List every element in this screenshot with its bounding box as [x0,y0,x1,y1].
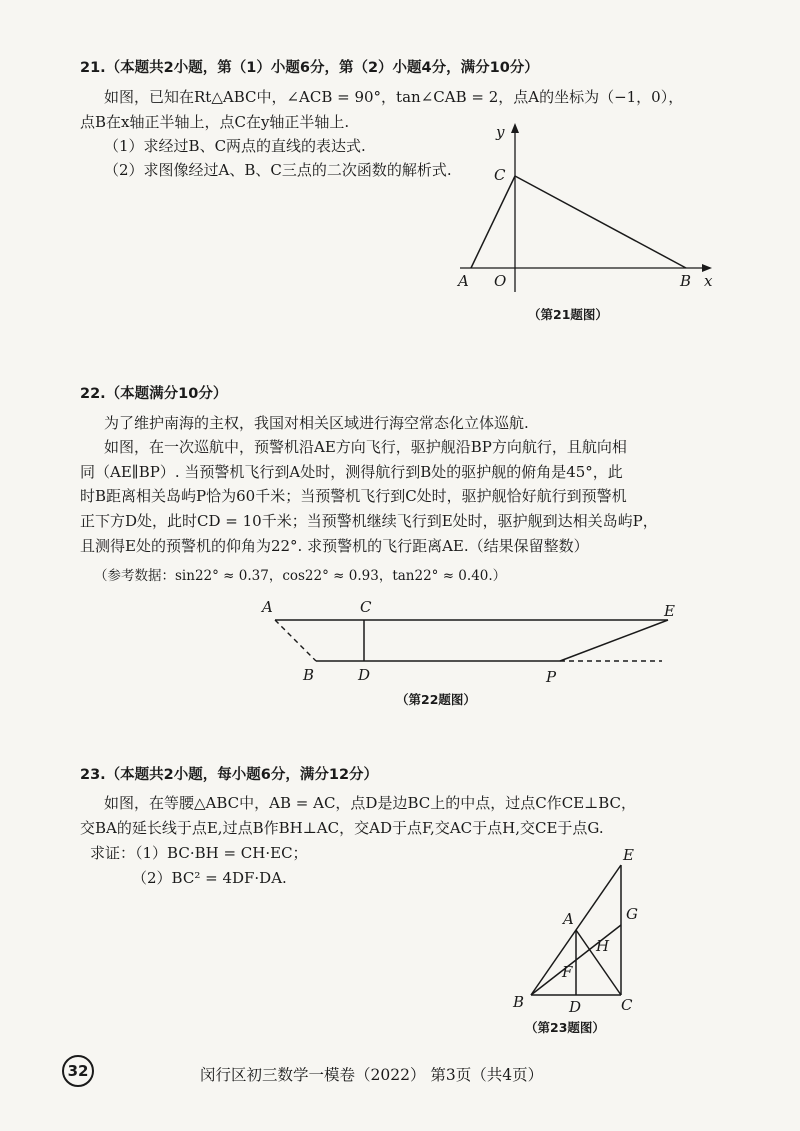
q21-line-1: 如图，已知在Rt△ABC中，∠ACB = 90°，tan∠CAB = 2，点A的坐标为（−1，0）， [104,88,684,106]
q22-label-c: C [360,598,372,616]
q22-line-3: 同（AE∥BP）. 当预警机飞行到A处时，测得航行到B处的驱护舰的俯角是45°，此 [80,463,623,481]
q23-label-c: C [621,996,633,1014]
q23-label-a: A [563,910,574,928]
q21-segment-cb [515,176,686,268]
q22-line-5: 正下方D处，此时CD = 10千米；当预警机继续飞行到E处时，驱护舰到达相关岛屿P， [80,512,658,530]
q21-label-c: C [494,166,506,184]
q21-header: 21.（本题共2小题，第（1）小题6分，第（2）小题4分，满分10分） [80,60,539,76]
q22-label-p: P [546,668,557,686]
q22-line-6: 且测得E处的预警机的仰角为22°. 求预警机的飞行距离AE.（结果保留整数） [80,537,589,555]
q22-label-b: B [303,666,315,684]
q22-label-a: A [262,598,273,616]
q22-header: 22.（本题满分10分） [80,386,228,402]
q23-label-h: H [596,937,610,955]
q23-figure [505,840,655,1020]
q21-part-1: （1）求经过B、C两点的直线的表达式. [104,137,366,155]
q22-label-d: D [358,666,371,684]
q22-reference-data: （参考数据：sin22° ≈ 0.37，cos22° ≈ 0.93，tan22° ≈ 0.40.） [94,568,507,584]
q22-line-1: 为了维护南海的主权，我国对相关区域进行海空常态化立体巡航. [104,414,529,432]
q21-label-b: B [680,272,692,290]
q23-caption: （第23题图） [525,1020,605,1035]
q23-proof-2: （2）BC² = 4DF·DA. [132,869,287,887]
q21-part-2: （2）求图像经过A、B、C三点的二次函数的解析式. [104,161,452,179]
q22-segment-pe [560,620,668,661]
q23-line-1: 如图，在等腰△ABC中，AB = AC，点D是边BC上的中点，过点C作CE⊥BC， [104,794,637,812]
q23-label-d: D [569,998,582,1016]
q21-figure [450,120,730,300]
q21-label-a: A [458,272,469,290]
q21-x-arrow [702,264,712,272]
q22-segment-ab [275,620,316,661]
q21-y-arrow [511,123,519,133]
q23-label-e: E [623,846,634,864]
q21-line-2: 点B在x轴正半轴上，点C在y轴正半轴上. [80,113,350,131]
q21-label-o: O [494,272,507,290]
q21-label-x: x [704,272,713,290]
q23-header: 23.（本题共2小题，每小题6分，满分12分） [80,767,379,783]
q22-line-4: 时B距离相关岛屿P恰为60千米；当预警机飞行到C处时，驱护舰恰好航行到预警机 [80,487,627,505]
q22-line-2: 如图，在一次巡航中，预警机沿AE方向飞行，驱护舰沿BP方向航行，且航向相 [104,438,627,456]
q23-label-g: G [626,905,638,923]
page-footer: 闵行区初三数学一模卷（2022） 第3页（共4页） [200,1066,544,1084]
page-number-badge: 32 [62,1055,94,1087]
q23-line-2: 交BA的延长线于点E,过点B作BH⊥AC，交AD于点F,交AC于点H,交CE于点G. [80,819,604,837]
q21-caption: （第21题图） [528,307,608,322]
q22-caption: （第22题图） [396,692,476,707]
q22-label-e: E [664,602,675,620]
q21-segment-ac [471,176,515,268]
q21-label-y: y [496,123,505,141]
q23-label-b: B [513,993,525,1011]
q23-proof-1: 求证：（1）BC·BH = CH·EC； [90,844,308,862]
q22-figure [250,595,690,690]
q23-label-f: F [562,963,573,981]
